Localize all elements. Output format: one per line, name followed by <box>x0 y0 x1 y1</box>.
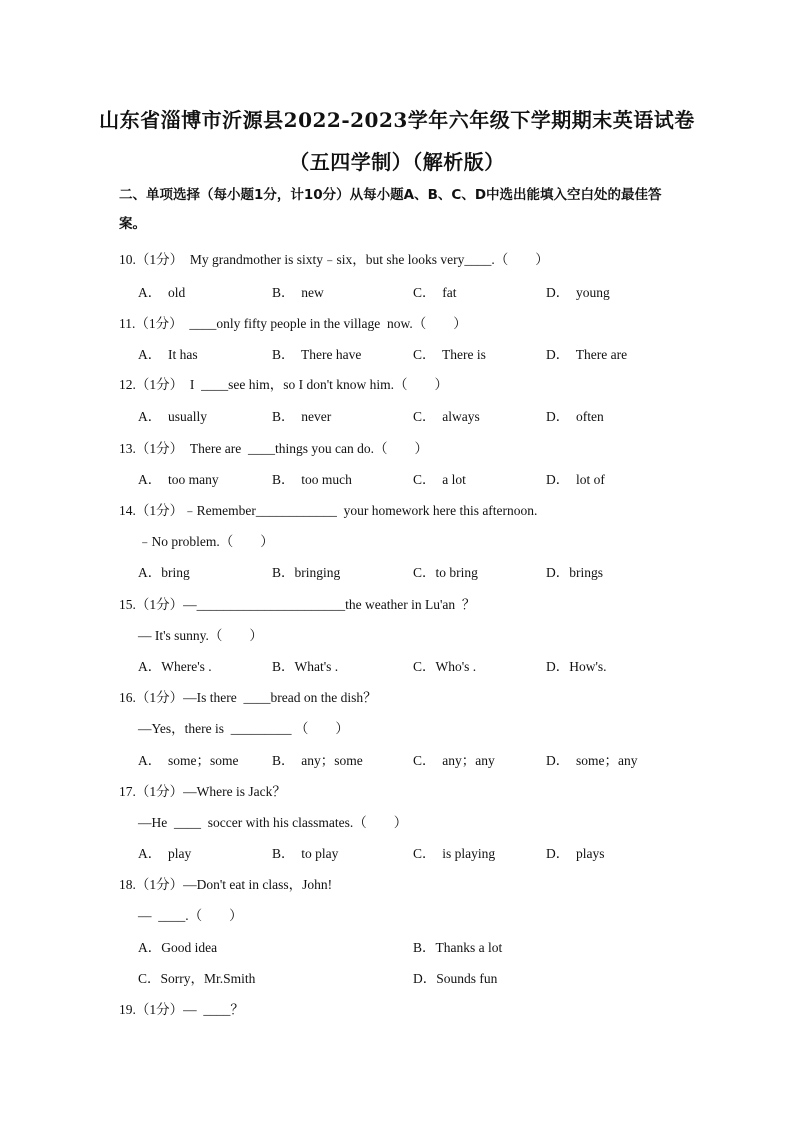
q10-option-a: A． old <box>138 285 186 300</box>
section-heading: 二、单项选择（每小题1分，计10分）从每小题A、B、C、D中选出能填入空白处的最佳答案。 <box>119 187 662 232</box>
q12-option-d: D． often <box>546 409 604 424</box>
q15-option-c: C．Who's . <box>413 659 477 674</box>
q14-option-c: C．to bring <box>413 565 478 580</box>
q12-option-c: C． always <box>413 409 480 424</box>
question-14-reply: ﹣No problem.（ ） <box>138 534 274 549</box>
question-12-stem: 12.（1分） I ____see him，so I don't know him.（ ） <box>119 377 449 392</box>
question-10-stem: 10.（1分） My grandmother is sixty﹣six，but she looks very____.（ ） <box>119 252 549 267</box>
q15-option-d: D．How's. <box>546 659 607 674</box>
q10-option-c: C． fat <box>413 285 457 300</box>
question-18-reply: — ____.（ ） <box>138 908 243 923</box>
q11-option-b: B． There have <box>272 347 362 362</box>
q16-option-b: B． any；some <box>272 753 363 768</box>
question-15-reply: — It's sunny.（ ） <box>138 628 263 643</box>
q14-option-d: D．brings <box>546 565 603 580</box>
question-19-stem: 19.（1分）— ____？ <box>119 1002 244 1017</box>
q13-option-a: A． too many <box>138 472 219 487</box>
q18-option-c: C．Sorry，Mr.Smith <box>138 971 256 986</box>
exam-subtitle: （五四学制）（解析版） <box>289 150 505 174</box>
q18-option-a: A．Good idea <box>138 940 218 955</box>
q14-option-b: B．bringing <box>272 565 341 580</box>
q11-option-d: D． There are <box>546 347 628 362</box>
q13-option-b: B． too much <box>272 472 352 487</box>
question-14-stem: 14.（1分）﹣Remember____________ your homework here this afternoon. <box>119 503 538 518</box>
exam-title: 山东省淄博市沂源县2022-2023学年六年级下学期期末英语试卷 <box>99 108 695 132</box>
question-17-reply: —He ____ soccer with his classmates.（ ） <box>138 815 408 830</box>
q17-option-b: B． to play <box>272 846 339 861</box>
q17-option-a: A． play <box>138 846 192 861</box>
q16-option-d: D． some；any <box>546 753 638 768</box>
q12-option-a: A． usually <box>138 409 207 424</box>
question-13-stem: 13.（1分） There are ____things you can do.（ ） <box>119 441 428 456</box>
q11-option-c: C． There is <box>413 347 486 362</box>
q14-option-a: A．bring <box>138 565 190 580</box>
q10-option-b: B． new <box>272 285 324 300</box>
q13-option-c: C． a lot <box>413 472 466 487</box>
q17-option-c: C． is playing <box>413 846 496 861</box>
q10-option-d: D． young <box>546 285 610 300</box>
question-11-stem: 11.（1分） ____only fifty people in the village now.（ ） <box>119 316 467 331</box>
q18-option-b: B．Thanks a lot <box>413 940 503 955</box>
question-16-reply: —Yes，there is _________ （ ） <box>138 721 349 736</box>
q16-option-c: C． any；any <box>413 753 495 768</box>
q15-option-b: B．What's . <box>272 659 339 674</box>
q13-option-d: D． lot of <box>546 472 605 487</box>
q11-option-a: A． It has <box>138 347 198 362</box>
q16-option-a: A． some；some <box>138 753 239 768</box>
q17-option-d: D． plays <box>546 846 605 861</box>
question-18-stem: 18.（1分）—Don't eat in class，John! <box>119 877 333 892</box>
q18-option-d: D．Sounds fun <box>413 971 498 986</box>
q15-option-a: A．Where's . <box>138 659 212 674</box>
q12-option-b: B． never <box>272 409 332 424</box>
question-17-stem: 17.（1分）—Where is Jack？ <box>119 784 286 799</box>
question-16-stem: 16.（1分）—Is there ____bread on the dish？ <box>119 690 377 705</box>
question-15-stem: 15.（1分）—______________________the weather in Lu'an ？ <box>119 597 476 612</box>
